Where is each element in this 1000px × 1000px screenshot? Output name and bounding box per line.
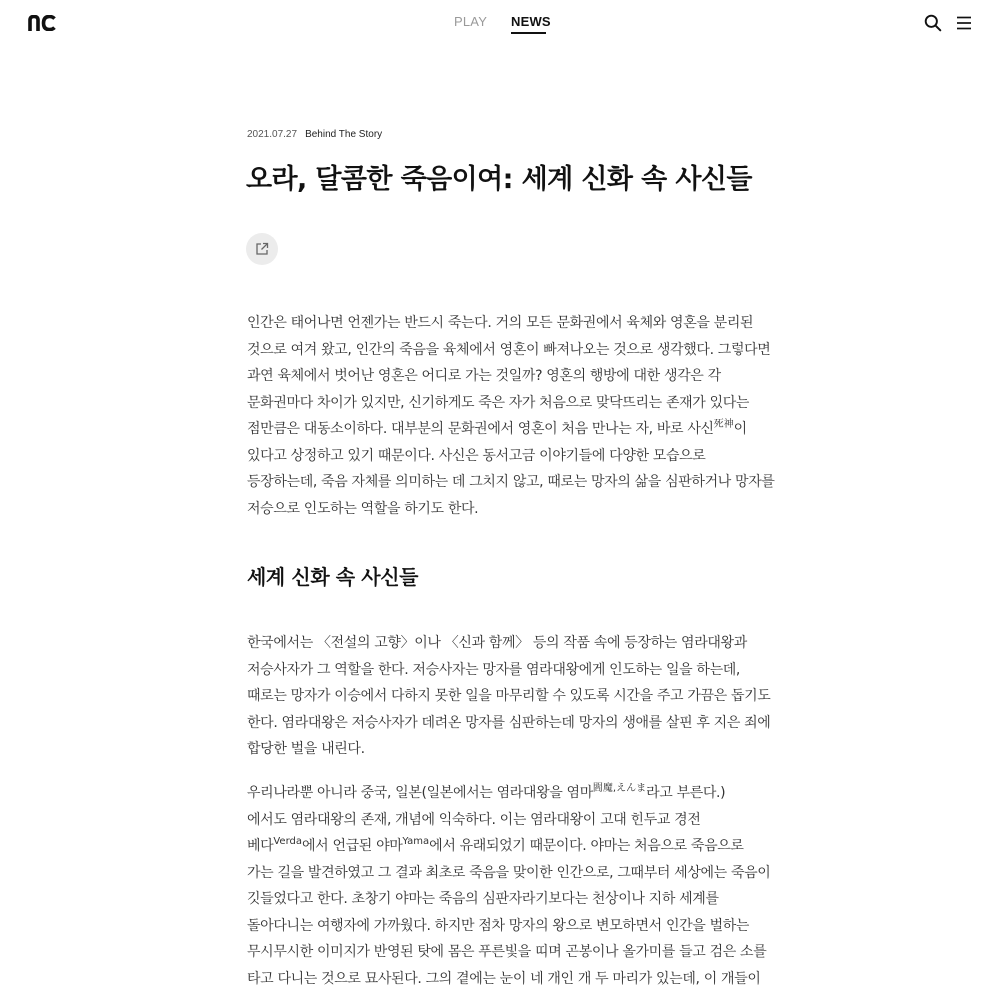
paragraph-line: 깃들었다고 한다. 초창기 야마는 죽음의 심판자라기보다는 천상이나 지하 세계를 xyxy=(247,891,719,907)
article-title: 오라, 달콤한 죽음이여: 세계 신화 속 사신들 xyxy=(246,164,752,195)
main-nav xyxy=(0,13,1000,35)
paragraph-line: 한국에서는 〈전설의 고향〉이나 〈신과 함께〉 등의 작품 속에 등장하는 염라대왕과 xyxy=(247,635,747,651)
share-button[interactable] xyxy=(246,233,278,265)
article-paragraph-intro xyxy=(247,310,775,522)
menu-icon[interactable] xyxy=(955,14,973,32)
share-icon xyxy=(255,242,269,256)
paragraph-line: 인간은 태어나면 언젠가는 반드시 죽는다. 거의 모든 문화권에서 육체와 영혼을 분리된 xyxy=(247,315,754,331)
tab-play[interactable]: PLAY xyxy=(454,14,488,29)
paragraph-line: 돌아다니는 여행자에 가까웠다. 하지만 점차 망자의 왕으로 변모하면서 인간을 벌하는 xyxy=(247,917,750,934)
tab-news[interactable]: NEWS xyxy=(511,14,551,29)
nc-logo[interactable] xyxy=(28,15,58,31)
active-tab-indicator xyxy=(511,32,546,34)
line-text: 에서 유래되었기 때문이다. 야마는 처음으로 죽음으로 xyxy=(429,838,744,854)
latin-annotation: Verda xyxy=(273,836,302,847)
article-meta xyxy=(247,128,382,141)
search-icon[interactable] xyxy=(924,14,942,32)
paragraph-line: 한다. 염라대왕은 저승사자가 데려온 망자를 심판하는데 망자의 생애를 살핀 후 지은 죄에 xyxy=(247,714,771,731)
paragraph-line xyxy=(247,833,770,860)
latin-annotation: Yama xyxy=(402,836,430,847)
line-text: 우리나라뿐 아니라 중국, 일본(일본에서는 염라대왕을 염마 xyxy=(247,785,593,801)
paragraph-line: 등장하는데, 죽음 자체를 의미하는 데 그치지 않고, 때로는 망자의 삶을 심판하거나 망자를 xyxy=(247,474,775,490)
article-category[interactable]: Behind The Story xyxy=(305,129,383,140)
line-text: 라고 부른다.) xyxy=(646,785,726,801)
paragraph-line: 가는 길을 발견하였고 그 결과 최초로 죽음을 맞이한 인간으로, 그때부터 세상에는 죽음이 xyxy=(247,864,771,881)
line-text: 이 xyxy=(733,421,747,437)
line-text: 에서 언급된 야마 xyxy=(302,838,403,854)
article-paragraph-korea xyxy=(247,630,770,763)
paragraph-line: 문화권마다 차이가 있지만, 신기하게도 죽은 자가 처음으로 맞닥뜨리는 존재가 있다는 xyxy=(247,394,750,411)
line-text: 점만큼은 대동소이하다. 대부분의 문화권에서 영혼이 처음 만나는 자, 바로 사신 xyxy=(247,421,714,437)
paragraph-line: 타고 다니는 것으로 묘사된다. 그의 곁에는 눈이 네 개인 개 두 마리가 있는데, 이 개들이 xyxy=(247,970,761,987)
paragraph-line: 저승으로 인도하는 역할을 하기도 한다. xyxy=(247,500,479,517)
paragraph-line: 저승사자가 그 역할을 한다. 저승사자는 망자를 염라대왕에게 인도하는 일을 하는데, xyxy=(247,661,741,678)
paragraph-line xyxy=(247,780,770,807)
paragraph-line: 때로는 망자가 이승에서 다하지 못한 일을 마무리할 수 있도록 시간을 주고 가끔은 돕기도 xyxy=(247,688,771,704)
article-paragraph-yama xyxy=(247,780,770,992)
paragraph-line: 있다고 상정하고 있기 때문이다. 사신은 동서고금 이야기들에 다양한 모습으로 xyxy=(247,447,706,464)
site-header xyxy=(0,0,1000,46)
paragraph-line: 합당한 벌을 내린다. xyxy=(247,741,365,757)
article-date: 2021.07.27 xyxy=(247,129,298,140)
kanji-annotation: 閻魔,えんま xyxy=(592,783,647,794)
line-text: 베다 xyxy=(247,838,274,854)
section-heading: 세계 신화 속 사신들 xyxy=(247,565,419,589)
paragraph-line xyxy=(247,416,775,443)
paragraph-line: 과연 육체에서 벗어난 영혼은 어디로 가는 것일까? 영혼의 행방에 대한 생각은 각 xyxy=(247,368,721,384)
hanja-annotation: 死神 xyxy=(713,419,734,430)
paragraph-line: 무시무시한 이미지가 반영된 탓에 몸은 푸른빛을 띠며 곤봉이나 올가미를 들고 검은 소를 xyxy=(247,944,767,960)
paragraph-line: 것으로 여겨 왔고, 인간의 죽음을 육체에서 영혼이 빠져나오는 것으로 생각했다. 그렇다면 xyxy=(247,341,771,358)
paragraph-line: 에서도 염라대왕의 존재, 개념에 익숙하다. 이는 염라대왕이 고대 힌두교 경전 xyxy=(247,811,701,828)
